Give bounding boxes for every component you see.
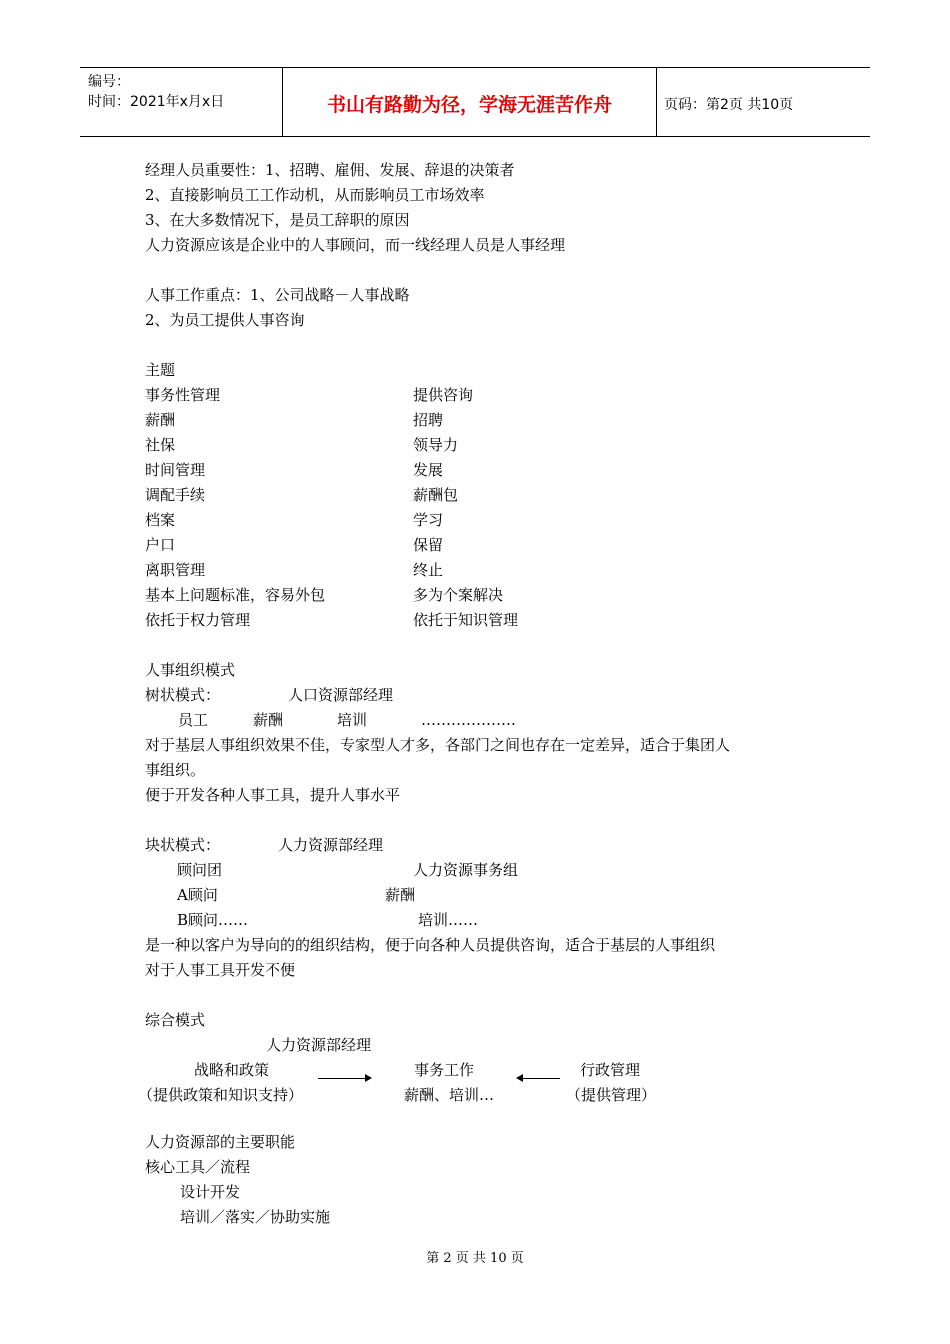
tree-child: 培训 [337,711,368,729]
tree-label: 树状模式： [145,686,221,704]
block-item: 人力资源事务组 [413,861,519,879]
table-cell: 社保 [145,436,176,454]
table-cell: 终止 [413,561,444,579]
arrow-right-icon [318,1078,370,1079]
tree-head: 人口资源部经理 [288,686,394,704]
paragraph: 2、直接影响员工工作动机，从而影响员工市场效率 [145,186,485,204]
table-cell: 学习 [413,511,444,529]
topic-heading: 主题 [145,361,176,379]
tree-child: ………………. [421,711,516,729]
paragraph: 对于基层人事组织效果不佳，专家型人才多，各部门之间也存在一定差异，适合于集团人 [145,736,731,754]
table-cell: 依托于权力管理 [145,611,251,629]
date-label: 时间：2021年x月x日 [88,94,225,110]
table-cell: 户口 [145,536,176,554]
table-cell: 薪酬 [145,411,176,429]
table-cell: 多为个案解决 [413,586,504,604]
paragraph: 人事工作重点：1、公司战略－人事战略 [145,286,410,304]
table-cell: 发展 [413,461,444,479]
block-item: A顾问 [177,886,218,904]
combo-item: 事务工作 [414,1061,475,1079]
page-header [80,67,870,137]
block-item: B顾问…… [177,911,249,929]
combo-head: 人力资源部经理 [266,1036,372,1054]
page-footer: 第 2 页 共 10 页 [426,1251,524,1266]
paragraph: 人力资源应该是企业中的人事顾问，而一线经理人员是人事经理 [145,236,566,254]
paragraph: 事组织。 [145,761,206,779]
paragraph: 3、在大多数情况下，是员工辞职的原因 [145,211,410,229]
table-cell: 离职管理 [145,561,206,579]
block-item: 培训…… [418,911,479,929]
header-motto: 书山有路勤为径，学海无涯苦作舟 [326,94,612,116]
table-cell: 领导力 [413,436,459,454]
combo-item: 战略和政策 [194,1061,270,1079]
table-cell: 依托于知识管理 [413,611,519,629]
table-cell: 事务性管理 [145,386,221,404]
section-heading: 人事组织模式 [145,661,236,679]
header-meta [88,72,224,112]
block-item: 顾问团 [177,861,223,879]
combo-label: 综合模式 [145,1011,206,1029]
combo-item: 薪酬、培训… [404,1086,495,1104]
paragraph: 对于人事工具开发不便 [145,961,296,979]
block-head: 人力资源部经理 [278,836,384,854]
combo-item: （提供政策和知识支持） [138,1086,304,1104]
table-cell: 保留 [413,536,444,554]
page-info: 页码：第2页 共10页 [664,97,794,113]
table-cell: 招聘 [413,411,444,429]
combo-item: （提供管理） [566,1086,657,1104]
paragraph: 核心工具／流程 [145,1158,251,1176]
arrow-left-icon [518,1078,560,1079]
table-cell: 档案 [145,511,176,529]
tree-child: 薪酬 [253,711,284,729]
table-cell: 薪酬包 [413,486,459,504]
paragraph: 便于开发各种人事工具，提升人事水平 [145,786,401,804]
block-item: 薪酬 [385,886,416,904]
table-cell: 时间管理 [145,461,206,479]
section-heading: 人力资源部的主要职能 [145,1133,296,1151]
number-label: 编号： [88,74,130,90]
table-cell: 提供咨询 [413,386,474,404]
combo-item: 行政管理 [580,1061,641,1079]
table-cell: 调配手续 [145,486,206,504]
paragraph: 经理人员重要性：1、招聘、雇佣、发展、辞退的决策者 [145,161,515,179]
table-cell: 基本上问题标准，容易外包 [145,586,326,604]
paragraph: 设计开发 [180,1183,241,1201]
paragraph: 2、为员工提供人事咨询 [145,311,305,329]
block-label: 块状模式： [145,836,221,854]
header-divider [656,68,657,136]
tree-child: 员工 [178,711,209,729]
paragraph: 是一种以客户为导向的的组织结构，便于向各种人员提供咨询，适合于基层的人事组织 [145,936,716,954]
paragraph: 培训／落实／协助实施 [180,1208,331,1226]
